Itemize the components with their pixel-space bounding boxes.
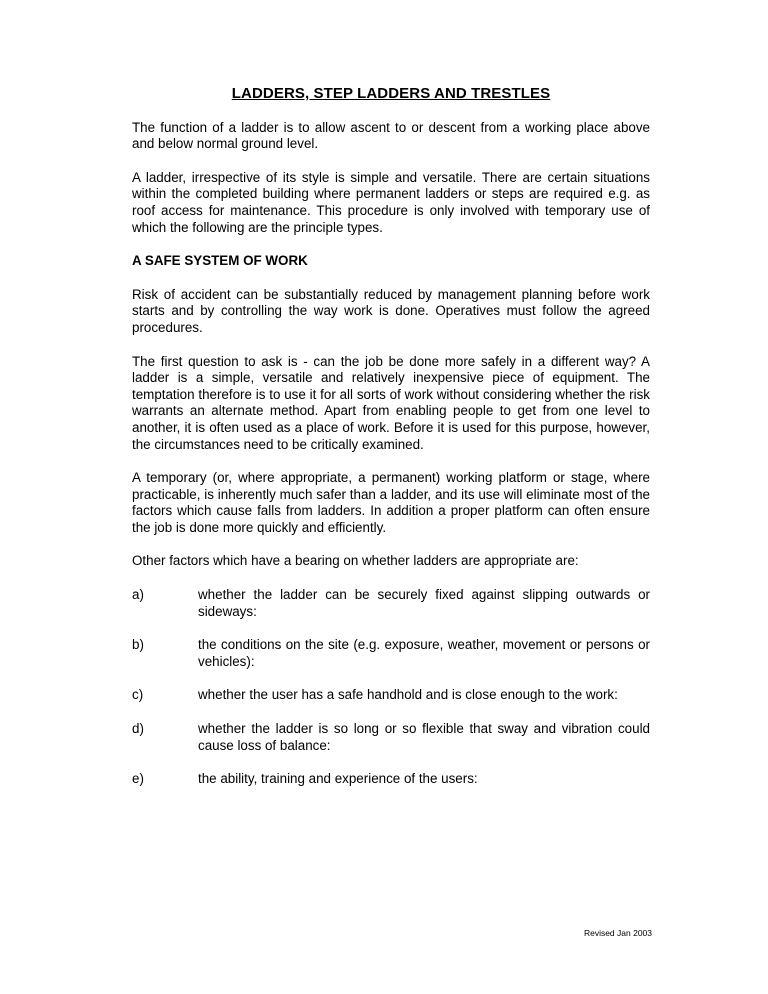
list-marker: d) bbox=[132, 721, 144, 737]
body-paragraph-1: Risk of accident can be substantially reduced by management planning before work starts and by controlling the way work is done. Operatives must follow the agreed procedures. bbox=[132, 286, 650, 335]
list-marker: c) bbox=[132, 687, 144, 703]
list-item-text: the conditions on the site (e.g. exposure, weather, movement or persons or vehicles): bbox=[198, 637, 650, 669]
list-item-text: whether the ladder is so long or so flexible that sway and vibration could cause loss of balance: bbox=[198, 721, 650, 753]
body-paragraph-4: Other factors which have a bearing on whether ladders are appropriate are: bbox=[132, 553, 579, 569]
factors-list bbox=[132, 587, 650, 788]
body-paragraph-2: The first question to ask is - can the job be done more safely in a different way? A ladder is a simple, versatile and relatively inexpensive piece of equipment. The temptation therefore is to use it for all sorts of work without considering whether the risk warrants an alternate method. Apart from enabling people to get from one level to another, it is often used as a place of work. Before it is used for this purpose, however, the circumstances need to be critically examined. bbox=[132, 353, 650, 452]
list-item bbox=[132, 587, 650, 620]
revision-footer: Revised Jan 2003 bbox=[583, 928, 652, 938]
intro-paragraph-1: The function of a ladder is to allow ascent to or descent from a working place above and below normal ground level. bbox=[132, 119, 650, 152]
list-marker: b) bbox=[132, 637, 144, 653]
document-page bbox=[132, 86, 650, 805]
intro-paragraph-2: A ladder, irrespective of its style is simple and versatile. There are certain situations within the completed building where permanent ladders or steps are required e.g. as roof access for maintenance. This procedure is only involved with temporary use of which the following are the principle types. bbox=[132, 169, 650, 235]
list-marker: e) bbox=[132, 771, 144, 787]
list-item-text: whether the user has a safe handhold and is close enough to the work: bbox=[198, 687, 618, 703]
list-item bbox=[132, 637, 650, 670]
document-title: LADDERS, STEP LADDERS AND TRESTLES bbox=[231, 85, 551, 102]
list-item bbox=[132, 721, 650, 754]
body-paragraph-3: A temporary (or, where appropriate, a permanent) working platform or stage, where practicable, is inherently much safer than a ladder, and its use will eliminate most of the factors which cause falls from ladders. In addition a proper platform can often ensure the job is done more quickly and efficiently. bbox=[132, 470, 650, 535]
list-item bbox=[132, 771, 650, 788]
list-item bbox=[132, 687, 650, 704]
list-item-text: whether the ladder can be securely fixed against slipping outwards or sideways: bbox=[198, 587, 650, 619]
list-marker: a) bbox=[132, 587, 144, 603]
section-heading: A SAFE SYSTEM OF WORK bbox=[132, 253, 308, 269]
list-item-text: the ability, training and experience of the users: bbox=[198, 771, 478, 787]
